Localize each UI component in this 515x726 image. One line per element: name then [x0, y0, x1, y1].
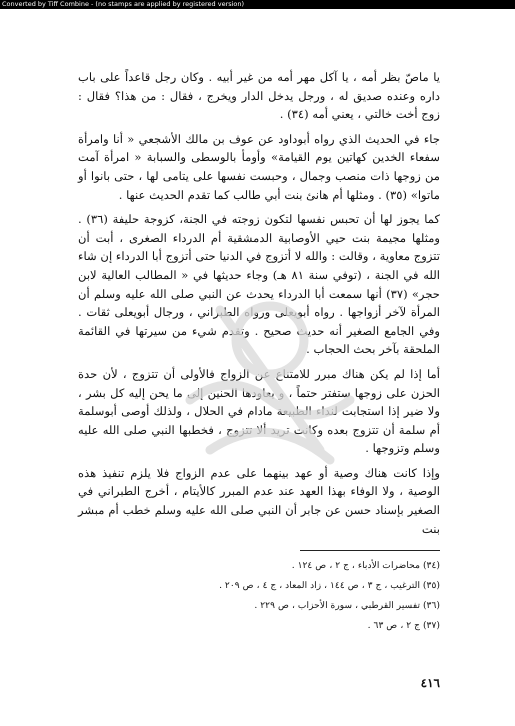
paragraph-4: أما إذا لم يكن هناك مبرر للامتناع عن الزواج فالأولى أن تتزوج ، لأن حدة الحزن على زوجها ستفتر حتماً ، و يعاودها الحنين إلى ما يحن إليه كل بشر ، ولا ضير إذا استجابت لنداء الطبيعة مادام في الحلال ، ولذلك أوصى أبوسلمة أم سلمة أن تتزوج بعده وكانت تريد ألا تتزوج ، فخطبها النبي صلى الله عليه وسلم وتزوجها . — [78, 366, 440, 456]
paragraph-5: وإذا كانت هناك وصية أو عهد بينهما على عدم الزواج فلا يلزم تنفيذ هذه الوصية ، ولا الوفاء بهذا العهد عند عدم المبرر كالأيتام ، أخرج الطبراني في الصغير بإسناد حسن عن جابر أن النبي صلى الله عليه وسلم خطب أم مبشر بنت — [78, 465, 440, 536]
footnote-rule — [300, 550, 440, 551]
converter-banner: Converted by Tiff Combine - (no stamps are applied by registered version) — [0, 0, 515, 9]
page-number: ٤١٦ — [420, 676, 440, 690]
paragraph-1: يا ماصّ بظر أمه ، يا آكل مهر أمه من غير أبيه . وكان رجل قاعداً على باب داره وعنده صديق له ، ورجل يدخل الدار ويخرج ، فقال : من هذا؟ فقال : زوج أخت خالتي ، يعني أمه (٣٤) . — [78, 70, 440, 122]
paragraph-2: جاء في الحديث الذي رواه أبوداود عن عوف بن مالك الأشجعي « أنا وامرأة سفعاء الخدين كهاتين يوم القيامة» وأومأ بالوسطى والسبابة « امرأة آمت من زوجها ذات منصب وجمال ، وحبست نفسها على يتامى لها ، حتى بانوا أو ماتوا» (٣٥) . ومثلها أم هانئ بنت أبي طالب كما تقدم الحديث عنها . — [78, 131, 440, 202]
footnote-35: (٣٥) الترغيب ، ج ٣ ، ص ١٤٤ ، زاد المعاد ، ج ٤ ، ص ٢٠٩ . — [219, 580, 440, 591]
footnote-34: (٣٤) محاضرات الأدباء ، ج ٢ ، ص ١٢٤ . — [291, 560, 440, 571]
footnote-36: (٣٦) تفسير القرطبي ، سورة الأحزاب ، ص ٢٢٩ . — [254, 600, 440, 611]
footnotes — [219, 556, 440, 636]
body-text — [78, 68, 440, 544]
paragraph-3: كما يجوز لها أن تحبس نفسها لتكون زوجته في الجنة، كزوجة حليفة (٣٦) . ومثلها مجيمة بنت حيي الأوصابية الدمشقية أم الدرداء الصغرى ، أبت أن تتزوج معاوية ، وقالت : والله لا أتزوج في الدنيا حتى أتزوج أبا الدرداء إن شاء الله في الجنة ، (توفي سنة ٨١ هـ) وجاء حديثها في « المطالب العالية لابن حجر» (٣٧) أنها سمعت أبا الدرداء يحدث عن النبي صلى الله عليه وسلم أن المرأة لآخر أزواجها . رواه أبويعلى ورواه الطبراني ، ورجال أبويعلى ثقات . وفي الجامع الصغير أنه حديث صحيح . وتقدم شيء من سيرتها في القائمة الملحقة بآخر بحث الحجاب . — [78, 212, 441, 357]
footnote-37: (٣٧) ج ٢ ، ص ٦٣ . — [367, 620, 440, 631]
